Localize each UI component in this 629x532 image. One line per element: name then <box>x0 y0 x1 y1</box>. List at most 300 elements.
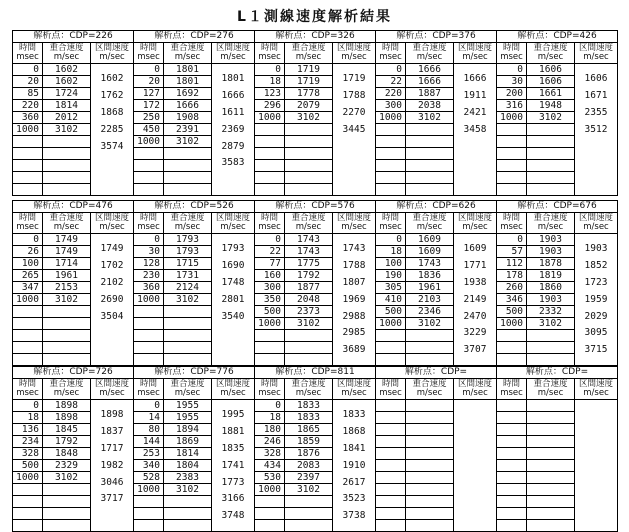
time-cell: 265 <box>13 270 43 282</box>
time-cell <box>255 172 285 184</box>
time-cell: 0 <box>255 64 285 76</box>
interval-velocity-value: 1666 <box>221 89 245 101</box>
interval-velocity-value: 3715 <box>584 344 608 356</box>
rms-velocity-cell: 2383 <box>164 472 212 484</box>
time-cell <box>255 184 285 196</box>
time-header-label: 時間 <box>502 43 520 53</box>
interval-column-header <box>212 213 255 234</box>
rms-velocity-cell: 2079 <box>285 100 333 112</box>
time-header-unit: msec <box>16 388 39 398</box>
interval-velocity-value: 2369 <box>221 123 245 135</box>
interval-velocity-value: 1835 <box>221 442 245 454</box>
rms-velocity-cell: 2332 <box>527 306 575 318</box>
rms-velocity-cell: 2153 <box>43 282 91 294</box>
time-cell <box>255 354 285 366</box>
time-cell: 18 <box>255 76 285 88</box>
rms-velocity-cell: 1878 <box>527 258 575 270</box>
rms-velocity-cell <box>527 520 575 532</box>
time-cell: 1000 <box>134 136 164 148</box>
interval-velocity-cell <box>91 234 134 366</box>
cdp-label: 解析点：CDP= <box>525 367 589 377</box>
rms-velocity-cell <box>285 520 333 532</box>
rms-velocity-cell: 1666 <box>406 76 454 88</box>
interval-velocity-value: 1881 <box>221 425 245 437</box>
cdp-label: 解析点：CDP= <box>154 31 217 41</box>
interval-velocity-value: 1852 <box>584 259 608 271</box>
time-cell: 340 <box>134 460 164 472</box>
time-header-unit: msec <box>258 388 281 398</box>
rms-velocity-cell <box>527 136 575 148</box>
interval-velocity-cell <box>212 234 255 366</box>
time-cell: 500 <box>497 306 527 318</box>
time-cell <box>497 184 527 196</box>
time-cell <box>376 424 406 436</box>
time-cell: 14 <box>134 412 164 424</box>
rms-velocity-cell <box>164 354 212 366</box>
rms-velocity-cell: 1859 <box>285 436 333 448</box>
time-cell <box>376 184 406 196</box>
time-cell: 1000 <box>255 112 285 124</box>
cdp-title <box>497 31 618 43</box>
time-cell: 1000 <box>134 294 164 306</box>
time-column-header <box>497 43 527 64</box>
rms-velocity-cell: 1778 <box>285 88 333 100</box>
time-cell <box>13 318 43 330</box>
rms-header-label: 重合速度 <box>533 43 568 53</box>
time-cell: 528 <box>134 472 164 484</box>
time-cell: 100 <box>13 258 43 270</box>
time-cell: 347 <box>13 282 43 294</box>
time-cell <box>134 148 164 160</box>
rms-velocity-cell <box>527 424 575 436</box>
interval-velocity-value: 3229 <box>463 327 487 339</box>
rms-velocity-cell <box>527 460 575 472</box>
interval-header-unit: m/sec <box>220 388 246 398</box>
rms-velocity-cell: 1955 <box>164 412 212 424</box>
time-cell <box>376 520 406 532</box>
interval-velocity-value: 1723 <box>584 276 608 288</box>
time-cell <box>497 448 527 460</box>
time-cell: 22 <box>255 246 285 258</box>
rms-velocity-cell <box>43 172 91 184</box>
time-cell: 253 <box>134 448 164 460</box>
interval-velocity-value: 1837 <box>100 425 124 437</box>
time-cell <box>376 354 406 366</box>
cdp-title <box>134 201 255 213</box>
time-header-unit: msec <box>379 388 402 398</box>
rms-velocity-cell <box>164 184 212 196</box>
interval-header-unit: m/sec <box>341 222 367 232</box>
rms-velocity-cell: 1602 <box>43 76 91 88</box>
rms-velocity-cell: 3102 <box>527 112 575 124</box>
rms-velocity-cell: 1948 <box>527 100 575 112</box>
rms-column-header <box>285 379 333 400</box>
cdp-value: 776 <box>216 367 234 377</box>
rms-velocity-cell: 1877 <box>285 282 333 294</box>
rms-velocity-cell: 1833 <box>285 412 333 424</box>
interval-header-label: 区間速度 <box>94 213 129 223</box>
interval-header-label: 区間速度 <box>94 379 129 389</box>
time-cell: 260 <box>497 282 527 294</box>
cdp-title <box>134 367 255 379</box>
interval-velocity-value: 1959 <box>584 293 608 305</box>
interval-header-unit: m/sec <box>220 52 246 62</box>
interval-velocity-cell <box>575 64 618 196</box>
interval-velocity-value: 2801 <box>221 293 245 305</box>
interval-velocity-value: 1807 <box>342 276 366 288</box>
rms-velocity-cell: 1609 <box>406 246 454 258</box>
interval-header-unit: m/sec <box>99 222 125 232</box>
rms-velocity-cell: 1955 <box>164 400 212 412</box>
time-cell: 18 <box>376 246 406 258</box>
time-cell <box>255 520 285 532</box>
rms-column-header <box>527 213 575 234</box>
time-header-label: 時間 <box>260 213 278 223</box>
rms-velocity-cell: 2391 <box>164 124 212 136</box>
interval-velocity-cell <box>91 400 134 532</box>
rms-velocity-cell: 1845 <box>43 424 91 436</box>
rms-velocity-cell: 2012 <box>43 112 91 124</box>
time-cell: 1000 <box>376 318 406 330</box>
rms-header-unit: m/sec <box>174 222 201 232</box>
rms-velocity-cell: 1715 <box>164 258 212 270</box>
rms-velocity-cell <box>406 148 454 160</box>
time-cell: 200 <box>497 88 527 100</box>
time-header-label: 時間 <box>381 43 399 53</box>
rms-velocity-cell: 3102 <box>164 484 212 496</box>
rms-velocity-cell: 1793 <box>164 234 212 246</box>
time-cell: 172 <box>134 100 164 112</box>
cdp-title <box>255 201 376 213</box>
time-cell: 190 <box>376 270 406 282</box>
time-cell <box>376 436 406 448</box>
cdp-value: 376 <box>458 31 476 41</box>
rms-velocity-cell: 1606 <box>527 64 575 76</box>
rms-velocity-cell: 1848 <box>43 448 91 460</box>
cdp-title <box>13 201 134 213</box>
cdp-value: 326 <box>337 31 355 41</box>
interval-velocity-value: 1609 <box>463 243 487 254</box>
time-cell: 410 <box>376 294 406 306</box>
rms-velocity-cell <box>164 172 212 184</box>
interval-header-unit: m/sec <box>462 52 488 62</box>
rms-velocity-cell: 3102 <box>43 294 91 306</box>
interval-velocity-value: 3717 <box>100 493 124 505</box>
rms-velocity-cell: 1666 <box>164 100 212 112</box>
rms-column-header <box>406 379 454 400</box>
interval-velocity-value: 3512 <box>584 123 608 135</box>
time-cell <box>255 148 285 160</box>
rms-velocity-cell: 1792 <box>43 436 91 448</box>
time-cell <box>376 148 406 160</box>
time-cell: 0 <box>376 64 406 76</box>
rms-velocity-cell: 3102 <box>285 318 333 330</box>
rms-header-label: 重合速度 <box>412 213 447 223</box>
rms-velocity-cell <box>406 472 454 484</box>
time-header-label: 時間 <box>503 379 521 389</box>
time-cell <box>497 342 527 354</box>
interval-velocity-value: 1898 <box>100 409 124 420</box>
rms-velocity-cell: 2346 <box>406 306 454 318</box>
rms-velocity-cell: 1804 <box>164 460 212 472</box>
interval-velocity-value: 2470 <box>463 310 487 322</box>
time-cell: 77 <box>255 258 285 270</box>
rms-velocity-cell <box>43 148 91 160</box>
interval-velocity-cell <box>454 400 497 532</box>
time-cell <box>376 136 406 148</box>
interval-velocity-value: 1749 <box>100 243 124 254</box>
interval-velocity-value: 1910 <box>342 459 366 471</box>
interval-velocity-value: 3445 <box>342 123 366 135</box>
cdp-value: 726 <box>95 367 113 377</box>
rms-velocity-cell: 1894 <box>164 424 212 436</box>
interval-column-header <box>212 43 255 64</box>
cdp-title <box>255 367 376 379</box>
interval-velocity-cell <box>333 64 376 196</box>
interval-header-label: 区間速度 <box>458 379 493 389</box>
time-column-header <box>13 379 43 400</box>
time-cell <box>497 400 527 412</box>
rms-velocity-cell: 3102 <box>285 484 333 496</box>
rms-velocity-cell: 2083 <box>285 460 333 472</box>
interval-velocity-value: 1702 <box>100 259 124 271</box>
interval-velocity-cell <box>212 64 255 196</box>
time-cell: 85 <box>13 88 43 100</box>
rms-velocity-cell: 3102 <box>164 294 212 306</box>
rms-header-unit: m/sec <box>537 52 564 62</box>
time-cell: 1000 <box>13 294 43 306</box>
rms-header-label: 重合速度 <box>533 213 568 223</box>
interval-header-label: 区間速度 <box>336 379 371 389</box>
rms-velocity-cell: 1793 <box>164 246 212 258</box>
time-cell: 1000 <box>376 112 406 124</box>
time-cell <box>134 520 164 532</box>
rms-velocity-cell <box>527 184 575 196</box>
rms-header-label: 重合速度 <box>170 43 205 53</box>
time-cell <box>497 520 527 532</box>
rms-header-unit: m/sec <box>53 388 80 398</box>
interval-header-unit: m/sec <box>583 388 609 398</box>
time-cell: 316 <box>497 100 527 112</box>
interval-velocity-cell <box>91 64 134 196</box>
time-cell: 220 <box>376 88 406 100</box>
rms-velocity-cell <box>285 136 333 148</box>
rms-velocity-cell <box>527 436 575 448</box>
time-cell: 234 <box>13 436 43 448</box>
cdp-label: 解析点：CDP= <box>154 367 217 377</box>
rms-column-header <box>43 213 91 234</box>
velocity-table <box>12 30 618 196</box>
time-column-header <box>255 43 285 64</box>
interval-column-header <box>333 43 376 64</box>
rms-velocity-cell <box>527 448 575 460</box>
interval-header-unit: m/sec <box>462 222 488 232</box>
rms-velocity-cell <box>406 412 454 424</box>
rms-header-label: 重合速度 <box>49 43 84 53</box>
rms-column-header <box>527 43 575 64</box>
interval-header-unit: m/sec <box>583 222 609 232</box>
interval-velocity-value: 3707 <box>463 344 487 356</box>
time-cell: 350 <box>255 294 285 306</box>
time-header-label: 時間 <box>18 379 36 389</box>
time-cell: 0 <box>255 234 285 246</box>
time-cell: 434 <box>255 460 285 472</box>
time-header-label: 時間 <box>260 43 278 53</box>
time-cell <box>376 330 406 342</box>
time-cell: 500 <box>13 460 43 472</box>
interval-header-label: 区間速度 <box>336 213 371 223</box>
cdp-label: 解析点：CDP= <box>517 31 580 41</box>
time-cell: 500 <box>376 306 406 318</box>
time-cell <box>497 172 527 184</box>
rms-velocity-cell: 1724 <box>43 88 91 100</box>
interval-header-unit: m/sec <box>341 388 367 398</box>
rms-velocity-cell <box>406 484 454 496</box>
time-column-header <box>497 379 527 400</box>
interval-header-unit: m/sec <box>341 52 367 62</box>
rms-velocity-cell: 1903 <box>527 234 575 246</box>
interval-velocity-value: 1793 <box>221 243 245 254</box>
interval-header-label: 区間速度 <box>215 43 250 53</box>
cdp-value: 226 <box>95 31 113 41</box>
time-cell <box>13 354 43 366</box>
interval-velocity-cell <box>575 400 618 532</box>
time-cell <box>255 160 285 172</box>
rms-velocity-cell <box>406 124 454 136</box>
time-cell: 1000 <box>255 318 285 330</box>
rms-velocity-cell: 1876 <box>285 448 333 460</box>
time-column-header <box>13 213 43 234</box>
time-cell <box>134 160 164 172</box>
rms-velocity-cell <box>285 172 333 184</box>
rms-header-unit: m/sec <box>295 222 322 232</box>
cdp-title <box>13 31 134 43</box>
rms-velocity-cell: 1661 <box>527 88 575 100</box>
interval-velocity-value: 3540 <box>221 310 245 322</box>
interval-velocity-value: 1788 <box>342 89 366 101</box>
time-header-unit: msec <box>258 52 281 62</box>
time-cell <box>134 354 164 366</box>
time-header-label: 時間 <box>260 379 278 389</box>
interval-column-header <box>575 379 618 400</box>
cdp-title <box>13 367 134 379</box>
cdp-value: 426 <box>579 31 597 41</box>
time-column-header <box>134 213 164 234</box>
time-cell <box>497 330 527 342</box>
time-cell: 112 <box>497 258 527 270</box>
time-cell <box>376 160 406 172</box>
interval-velocity-value: 2102 <box>100 276 124 288</box>
rms-velocity-cell: 1801 <box>164 76 212 88</box>
rms-header-label: 重合速度 <box>291 43 326 53</box>
interval-velocity-value: 1611 <box>221 106 245 118</box>
time-column-header <box>134 379 164 400</box>
time-cell: 26 <box>13 246 43 258</box>
time-cell <box>134 184 164 196</box>
time-cell <box>255 342 285 354</box>
rms-velocity-cell: 1609 <box>406 234 454 246</box>
rms-velocity-cell <box>164 520 212 532</box>
interval-velocity-value: 1833 <box>342 409 366 420</box>
time-cell: 22 <box>376 76 406 88</box>
time-header-label: 時間 <box>139 379 157 389</box>
rms-velocity-cell <box>527 484 575 496</box>
rms-velocity-cell <box>406 160 454 172</box>
time-cell <box>497 124 527 136</box>
rms-velocity-cell <box>43 136 91 148</box>
interval-velocity-value: 3458 <box>463 123 487 135</box>
rms-velocity-cell: 1731 <box>164 270 212 282</box>
rms-column-header <box>164 379 212 400</box>
time-cell: 160 <box>255 270 285 282</box>
interval-velocity-value: 1666 <box>463 73 487 84</box>
interval-header-label: 区間速度 <box>457 213 492 223</box>
rms-header-label: 重合速度 <box>291 213 326 223</box>
time-cell: 1000 <box>13 124 43 136</box>
time-cell: 180 <box>255 424 285 436</box>
rms-velocity-cell <box>527 124 575 136</box>
rms-velocity-cell <box>285 148 333 160</box>
rms-header-label: 重合速度 <box>170 213 205 223</box>
velocity-table <box>12 200 618 366</box>
rms-velocity-cell: 3102 <box>406 112 454 124</box>
time-cell <box>497 436 527 448</box>
interval-velocity-value: 1903 <box>584 243 608 254</box>
rms-velocity-cell: 2038 <box>406 100 454 112</box>
rms-velocity-cell <box>164 318 212 330</box>
rms-column-header <box>43 379 91 400</box>
rms-velocity-cell <box>527 472 575 484</box>
interval-velocity-value: 3738 <box>342 510 366 522</box>
rms-velocity-cell <box>527 400 575 412</box>
time-cell: 0 <box>497 234 527 246</box>
interval-velocity-value: 1671 <box>584 89 608 101</box>
time-cell: 136 <box>13 424 43 436</box>
time-cell: 20 <box>134 76 164 88</box>
time-cell <box>134 496 164 508</box>
time-header-unit: msec <box>258 222 281 232</box>
time-cell: 123 <box>255 88 285 100</box>
rms-velocity-cell <box>285 354 333 366</box>
time-cell: 30 <box>134 246 164 258</box>
interval-header-label: 区間速度 <box>336 43 371 53</box>
time-cell <box>13 520 43 532</box>
interval-header-unit: m/sec <box>99 52 125 62</box>
time-header-label: 時間 <box>139 213 157 223</box>
interval-header-label: 区間速度 <box>579 379 614 389</box>
time-cell: 1000 <box>497 112 527 124</box>
results-table-group-2 <box>12 200 616 366</box>
table-row <box>13 400 618 412</box>
time-cell: 0 <box>134 234 164 246</box>
rms-velocity-cell: 1749 <box>43 246 91 258</box>
time-column-header <box>376 43 406 64</box>
rms-velocity-cell: 1819 <box>527 270 575 282</box>
interval-header-label: 区間速度 <box>578 213 613 223</box>
rms-velocity-cell: 2397 <box>285 472 333 484</box>
time-cell <box>134 342 164 354</box>
rms-velocity-cell <box>285 496 333 508</box>
time-cell <box>497 496 527 508</box>
time-cell: 250 <box>134 112 164 124</box>
rms-velocity-cell: 1898 <box>43 400 91 412</box>
rms-velocity-cell: 1714 <box>43 258 91 270</box>
cdp-label: 解析点：CDP= <box>396 31 459 41</box>
rms-velocity-cell: 1833 <box>285 400 333 412</box>
rms-header-unit: m/sec <box>537 388 564 398</box>
time-cell <box>13 306 43 318</box>
rms-header-unit: m/sec <box>174 388 201 398</box>
